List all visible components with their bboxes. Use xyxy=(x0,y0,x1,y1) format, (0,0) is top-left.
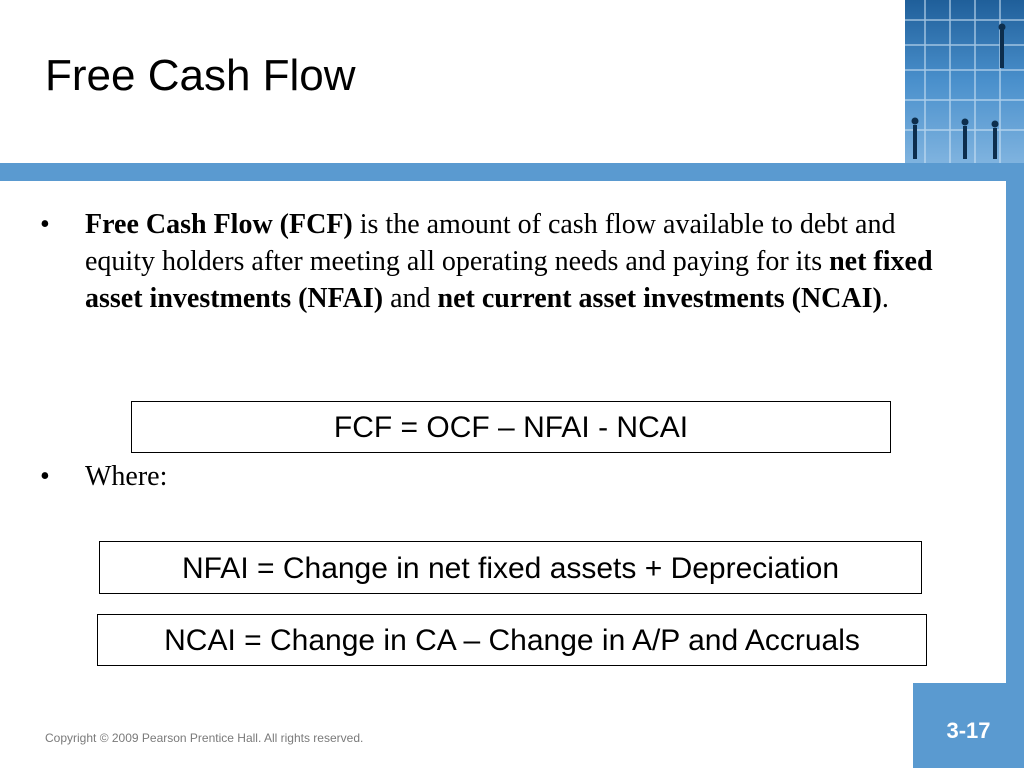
bullet-marker: • xyxy=(40,209,50,240)
copyright-footer: Copyright © 2009 Pearson Prentice Hall. All rights reserved. xyxy=(45,731,364,745)
slide-number: 3-17 xyxy=(913,683,1024,768)
term-ncai: net current asset investments (NCAI) xyxy=(437,283,882,314)
term-nfai: net fixed asset investments (NFAI) xyxy=(85,246,933,314)
bullet-marker: • xyxy=(40,461,50,492)
formula-ncai-box: NCAI = Change in CA – Change in A/P and Accruals xyxy=(97,614,927,666)
term-fcf: Free Cash Flow (FCF) xyxy=(85,209,353,240)
formula-nfai-box: NFAI = Change in net fixed assets + Depreciation xyxy=(99,541,922,594)
slide-body xyxy=(40,206,965,317)
bullet-fcf-definition xyxy=(40,206,965,317)
where-label: Where: xyxy=(85,461,168,492)
slide-title: Free Cash Flow xyxy=(45,51,356,100)
right-edge-bar xyxy=(1006,163,1024,683)
bullet-where xyxy=(40,458,167,495)
bullet-text: Free Cash Flow (FCF) is the amount of cash flow available to debt and equity holders after meeting all operating needs and paying for its net fixed asset investments (NFAI) and net current asset investments (NCAI). xyxy=(85,209,933,314)
formula-fcf-box: FCF = OCF – NFAI - NCAI xyxy=(131,401,891,453)
header-divider-bar xyxy=(0,163,1024,181)
header-photo xyxy=(905,0,1024,163)
